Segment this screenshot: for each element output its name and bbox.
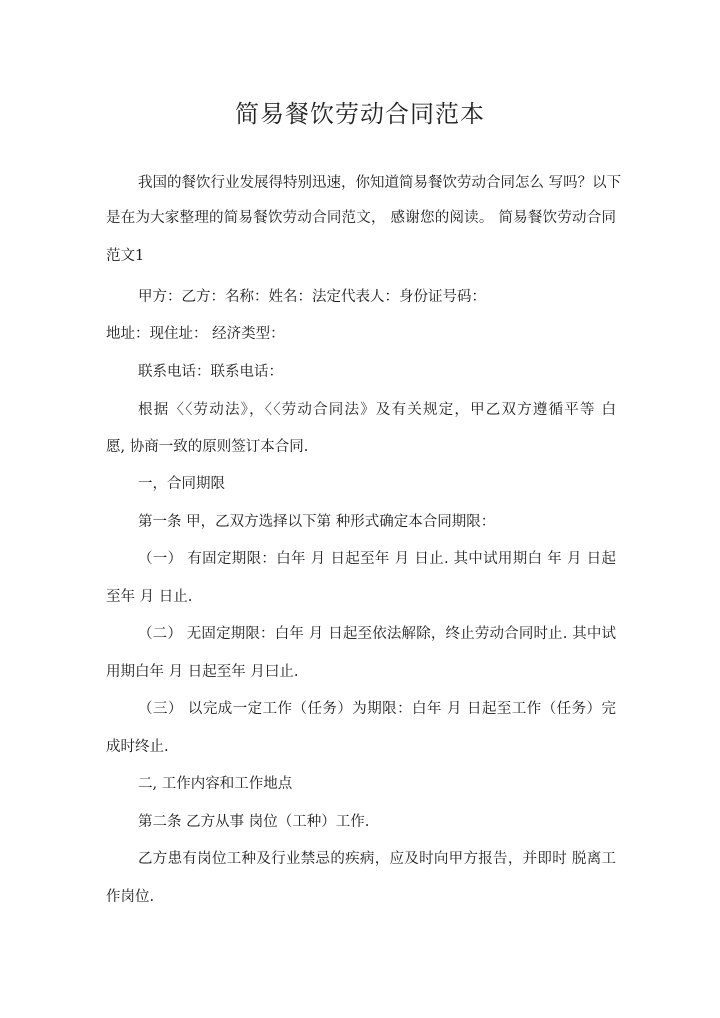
paragraph-line: 范文1 (106, 248, 145, 264)
paragraph-line: 第二条 乙方从事 岗位（工种）工作. (138, 814, 370, 830)
paragraph-line: 地址：现住址： 经济类型： (106, 326, 285, 342)
section-heading: 二, 工作内容和工作地点 (138, 776, 293, 792)
document-title: 简易餐饮劳动合同范本 (235, 100, 485, 128)
paragraph-line: 根据〈〈劳动法》，〈〈劳动合同法》及有关规定，甲乙双方遵循平等 白 (138, 402, 616, 418)
paragraph-line: 用期白年 月 日起至年 月曰止. (106, 664, 299, 680)
paragraph-line: 是在为大家整理的简易餐饮劳动合同范文， 感谢您的阅读。 简易餐饮劳动合同 (106, 210, 616, 226)
paragraph-line: 成时终止. (106, 739, 169, 755)
paragraph-line: 甲方：乙方：名称：姓名：法定代表人：身份证号码： (138, 289, 486, 305)
paragraph-line: 联系电话：联系电话： (138, 364, 283, 380)
paragraph-line: 我国的餐饮行业发展得特别迅速，你知道简易餐饮劳动合同怎么 写吗？以下 (138, 175, 622, 191)
paragraph-line: 愿, 协商一致的原则签订本合同. (106, 439, 309, 455)
paragraph-line: 作岗位. (106, 889, 155, 905)
paragraph-line: 乙方患有岗位工种及行业禁忌的疾病，应及时向甲方报告，并即时 脱离工 (138, 851, 616, 867)
paragraph-line: （三） 以完成一定工作（任务）为期限：白年 月 日起至工作（任务）完 (138, 701, 616, 717)
paragraph-line: （一） 有固定期限：白年 月 日起至年 月 日止. 其中试用期白 年 月 日起 (138, 551, 616, 567)
paragraph-line: （二） 无固定期限：白年 月 日起至依法解除，终止劳动合同时止. 其中试 (138, 626, 616, 642)
paragraph-line: 至年 月 日止. (106, 589, 193, 605)
paragraph-line: 第一条 甲，乙双方选择以下第 种形式确定本合同期限： (138, 514, 496, 530)
section-heading: 一，合同期限 (138, 476, 225, 492)
